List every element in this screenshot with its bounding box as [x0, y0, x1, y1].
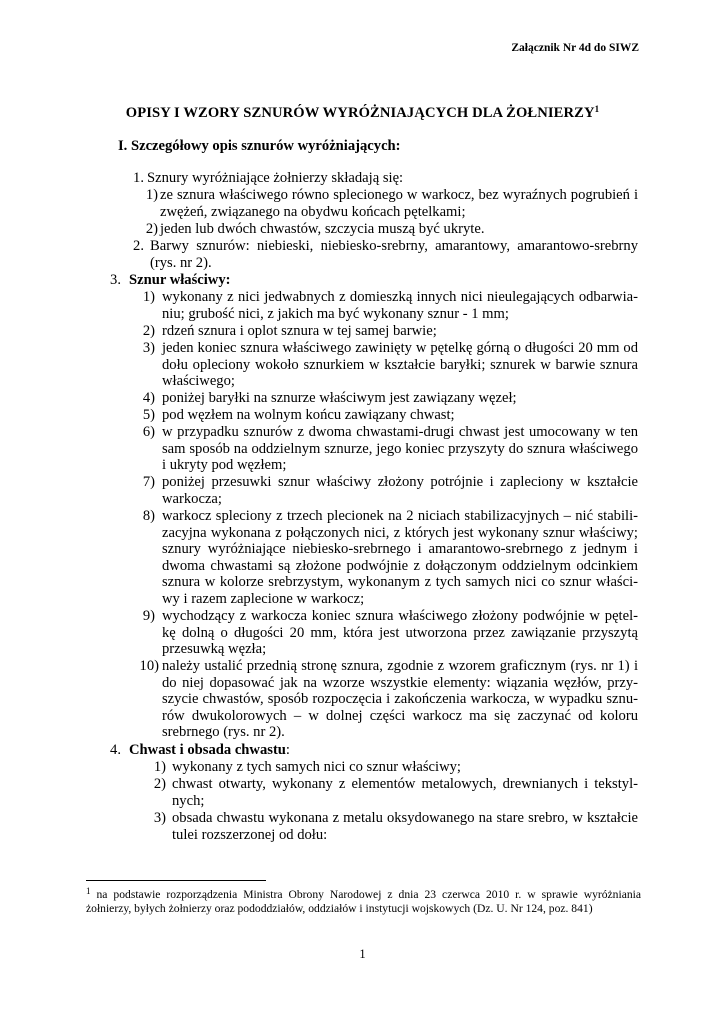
list-item-2: [133, 238, 638, 272]
item-number: 6): [142, 424, 155, 440]
title-footnote-ref: 1: [594, 104, 600, 114]
item-text: należy ustalić przednią stronę sznura, zgodnie z wzorem graficznym (rys. nr 1) i do niej dopasować jak na wzorze wszystkie elementy: wiązania węzłów, przy-szycie chwastów, sposób rozpoczęcia i zakończenia warkocza, w wypadku sznu-rów dwukolorowych – w dolnej części warkocz ma się zaczynać od koloru srebrnego (rys. nr 2).: [162, 658, 638, 741]
item-text: w przypadku sznurów z dwoma chwastami-drugi chwast jest umocowany w ten sam sposób na oddzielnym sznurze, jego koniec przyszyty do sznura właściwego i ukryty pod węzłem;: [162, 424, 638, 474]
item-text: rdzeń sznura i oplot sznura w tej samej barwie;: [162, 323, 437, 339]
list-item-3-9: [142, 608, 638, 658]
list-item-3-5: [142, 407, 638, 424]
item-number: 2.: [133, 238, 144, 254]
item-number: 3): [142, 340, 155, 356]
title-text: OPISY I WZORY SZNURÓW WYRÓŻNIAJĄCYCH DLA ŻOŁNIERZY: [125, 105, 595, 121]
item-number: 1.: [133, 170, 144, 186]
list-item-3-2: [142, 323, 638, 340]
item-text: Sznury wyróżniające żołnierzy składają się:: [147, 170, 404, 186]
item-number: 4): [142, 390, 155, 406]
footnote-mark: 1: [86, 886, 91, 896]
footnote-text: na podstawie rozporządzenia Ministra Obrony Narodowej z dnia 23 czerwca 2010 r. w sprawie wyróżniania żołnierzy, byłych żołnierzy oraz pododdziałów, oddziałów i instytucji wojskowych (Dz. U. Nr 124, poz. 841): [86, 888, 641, 915]
annex-label: Załącznik Nr 4d do SIWZ: [511, 42, 639, 54]
item-number: 7): [142, 474, 155, 490]
list-item-4-3: [153, 810, 638, 844]
page-number: 1: [359, 947, 366, 961]
item-number: 8): [142, 508, 155, 524]
item-number: 3): [153, 810, 166, 826]
item-label-suffix: :: [285, 742, 290, 758]
item-text: wykonany z tych samych nici co sznur właściwy;: [172, 759, 461, 775]
item-text: poniżej przesuwki sznur właściwy złożony potrójnie i zapleciony w kształcie warkocza;: [162, 474, 638, 507]
footnote: [86, 884, 641, 916]
item-number: 4.: [110, 742, 121, 758]
item-text: obsada chwastu wykonana z metalu oksydowanego na stare srebro, w kształcie tulei rozszerzonej od dołu:: [172, 810, 638, 843]
item-text: [129, 742, 629, 759]
item-text: wykonany z nici jedwabnych z domieszką innych nici nieulegających odbarwia-niu; grubość nici, z jakich ma być wykonany sznur - 1 mm;: [162, 289, 638, 322]
item-text: poniżej baryłki na sznurze właściwym jest zawiązany węzeł;: [162, 390, 517, 406]
item-number: 3.: [110, 272, 121, 288]
list-item-1-2: [145, 221, 638, 238]
list-item-4-2: [153, 776, 638, 810]
item-label: Sznur właściwy:: [129, 272, 231, 288]
list-item-1-1: [145, 187, 638, 221]
list-item-4-1: [153, 759, 638, 776]
document-body: [0, 170, 725, 844]
item-number: 2): [142, 323, 155, 339]
footnote-separator: [86, 880, 266, 881]
list-item-1: [133, 170, 637, 187]
item-label: Chwast i obsada chwastu: [129, 742, 286, 758]
item-text: Barwy sznurów: niebieski, niebiesko-srebrny, amarantowy, amarantowo-srebrny (rys. nr 2).: [150, 238, 638, 271]
item-text: pod węzłem na wolnym końcu zawiązany chwast;: [162, 407, 455, 423]
item-number: 1): [145, 187, 158, 203]
item-text: warkocz spleciony z trzech plecionek na 2 niciach stabilizacyjnych – nić stabili-zacyjna wykonana z połączonych nici, z których jest wykonany sznur właściwy; sznury wyróżniające niebiesko-srebrnego i amarantowo-srebrnego z jednym i dwoma chwastami są złożone podwójnie z dołączonym oddzielnym odcinkiem sznura w kolorze srebrzystym, wykonanym z tych samych nici co sznur właści-wy i razem zaplecione w warkocz;: [162, 508, 638, 607]
list-item-3-7: [142, 474, 638, 508]
item-number: 9): [142, 608, 155, 624]
list-item-3-8: [142, 508, 638, 608]
item-number: 5): [142, 407, 155, 423]
item-number: 2): [153, 776, 166, 792]
item-number: 1): [153, 759, 166, 775]
list-item-3-1: [142, 289, 638, 323]
item-text: chwast otwarty, wykonany z elementów metalowych, drewnianych i tekstyl-nych;: [172, 776, 638, 809]
item-number: 10): [139, 658, 159, 674]
list-item-3: [110, 272, 629, 289]
list-item-3-3: [142, 340, 638, 390]
item-text: ze sznura właściwego równo splecionego w warkocz, bez wyraźnych pogrubień i zwężeń, związanego na obydwu końcach pętelkami;: [160, 187, 638, 220]
list-item-4: [110, 742, 629, 759]
list-item-3-4: [142, 390, 638, 407]
item-text: jeden koniec sznura właściwego zawinięty w pętelkę górną o długości 20 mm od dołu opleciony wokoło sznurkiem w kształcie baryłki; sznurek w barwie sznura właściwego;: [162, 340, 638, 390]
list-item-3-6: [142, 424, 638, 474]
item-number: 2): [145, 221, 158, 237]
list-item-3-10: [139, 658, 638, 742]
document-title: [0, 104, 725, 122]
item-text: jeden lub dwóch chwastów, szczycia muszą być ukryte.: [160, 221, 485, 237]
item-text: wychodzący z warkocza koniec sznura właściwego złożony podwójnie w pętel-kę dolną o długości 20 mm, która jest utworzona przez zawiązanie przyszytą przesuwką węzła;: [162, 608, 638, 658]
item-number: 1): [142, 289, 155, 305]
section-heading: I. Szczegółowy opis sznurów wyróżniających:: [118, 138, 401, 154]
